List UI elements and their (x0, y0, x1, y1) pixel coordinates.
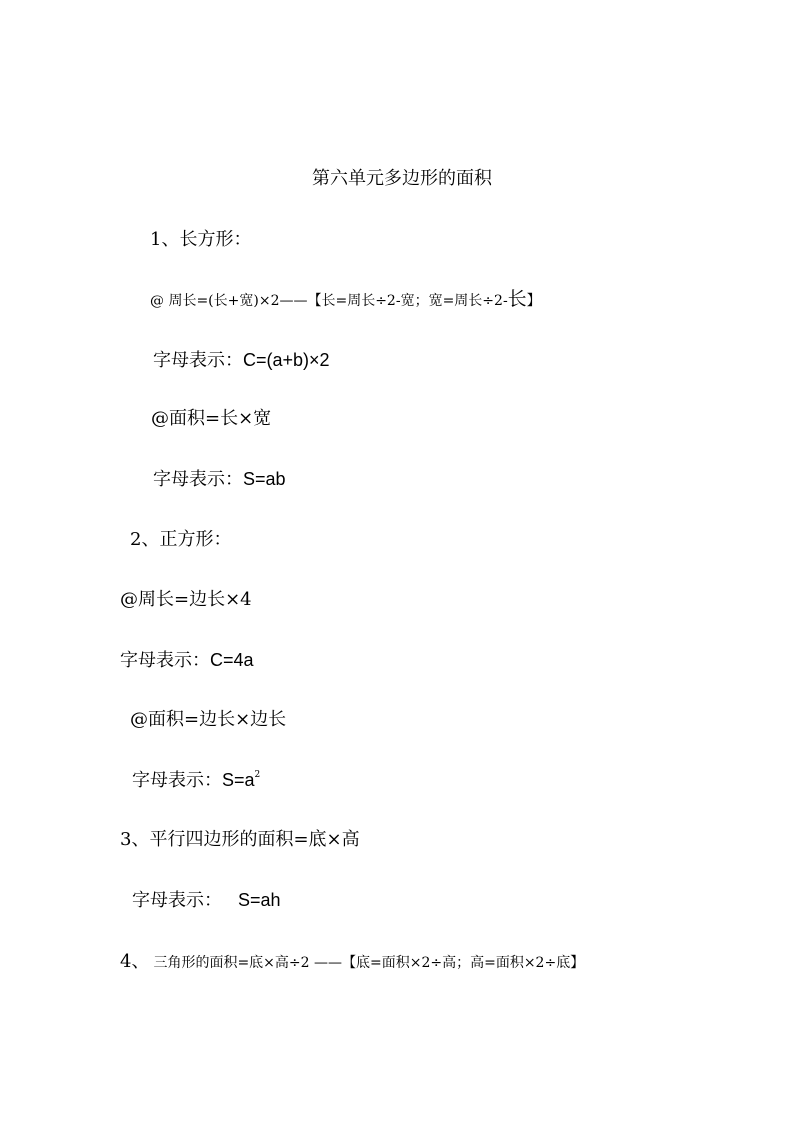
letter-label: 字母表示： (153, 350, 243, 371)
letter-formula: C=4a (210, 650, 254, 670)
letter-formula: S=ab (243, 469, 286, 489)
page-title: 第六单元多边形的面积 (312, 168, 492, 189)
letter-formula: S=a (222, 770, 255, 790)
section-heading-parallelogram: 3、平行四边形的面积=底×高 (120, 829, 360, 850)
letter-label: 字母表示： (132, 890, 222, 911)
exponent: 2 (254, 770, 261, 780)
square-perimeter-letter-line (120, 648, 254, 673)
square-perimeter-formula: @周长=边长×4 (120, 589, 252, 610)
letter-formula: C=(a+b)×2 (243, 350, 330, 370)
rectangle-perimeter-formula (150, 287, 541, 313)
rectangle-perimeter-letter-line (153, 348, 330, 373)
rectangle-perimeter-main: @ 周长=(长+宽)×2——【长=周长÷2-宽；宽=周长÷2- (150, 293, 508, 309)
square-area-letter-line (132, 768, 260, 793)
rectangle-perimeter-tail: 长 (507, 288, 527, 310)
rectangle-area-letter-line (153, 467, 286, 492)
section-heading-rectangle: 1、长方形： (150, 229, 252, 250)
letter-label: 字母表示： (153, 469, 243, 490)
section-heading-square: 2、正方形： (130, 529, 232, 550)
rectangle-area-formula: @面积=长×宽 (151, 408, 272, 429)
letter-formula: S=ah (238, 890, 281, 910)
section-number: 4、 (120, 951, 150, 972)
letter-label: 字母表示： (132, 770, 222, 791)
triangle-area-formula (120, 950, 584, 975)
square-area-formula: @面积=边长×边长 (130, 709, 287, 730)
letter-label: 字母表示： (120, 650, 210, 671)
parallelogram-letter-line (132, 888, 281, 913)
triangle-formula-text: 三角形的面积=底×高÷2 ——【底=面积×2÷高；高=面积×2÷底】 (153, 955, 585, 971)
rectangle-perimeter-close: 】 (526, 293, 541, 309)
